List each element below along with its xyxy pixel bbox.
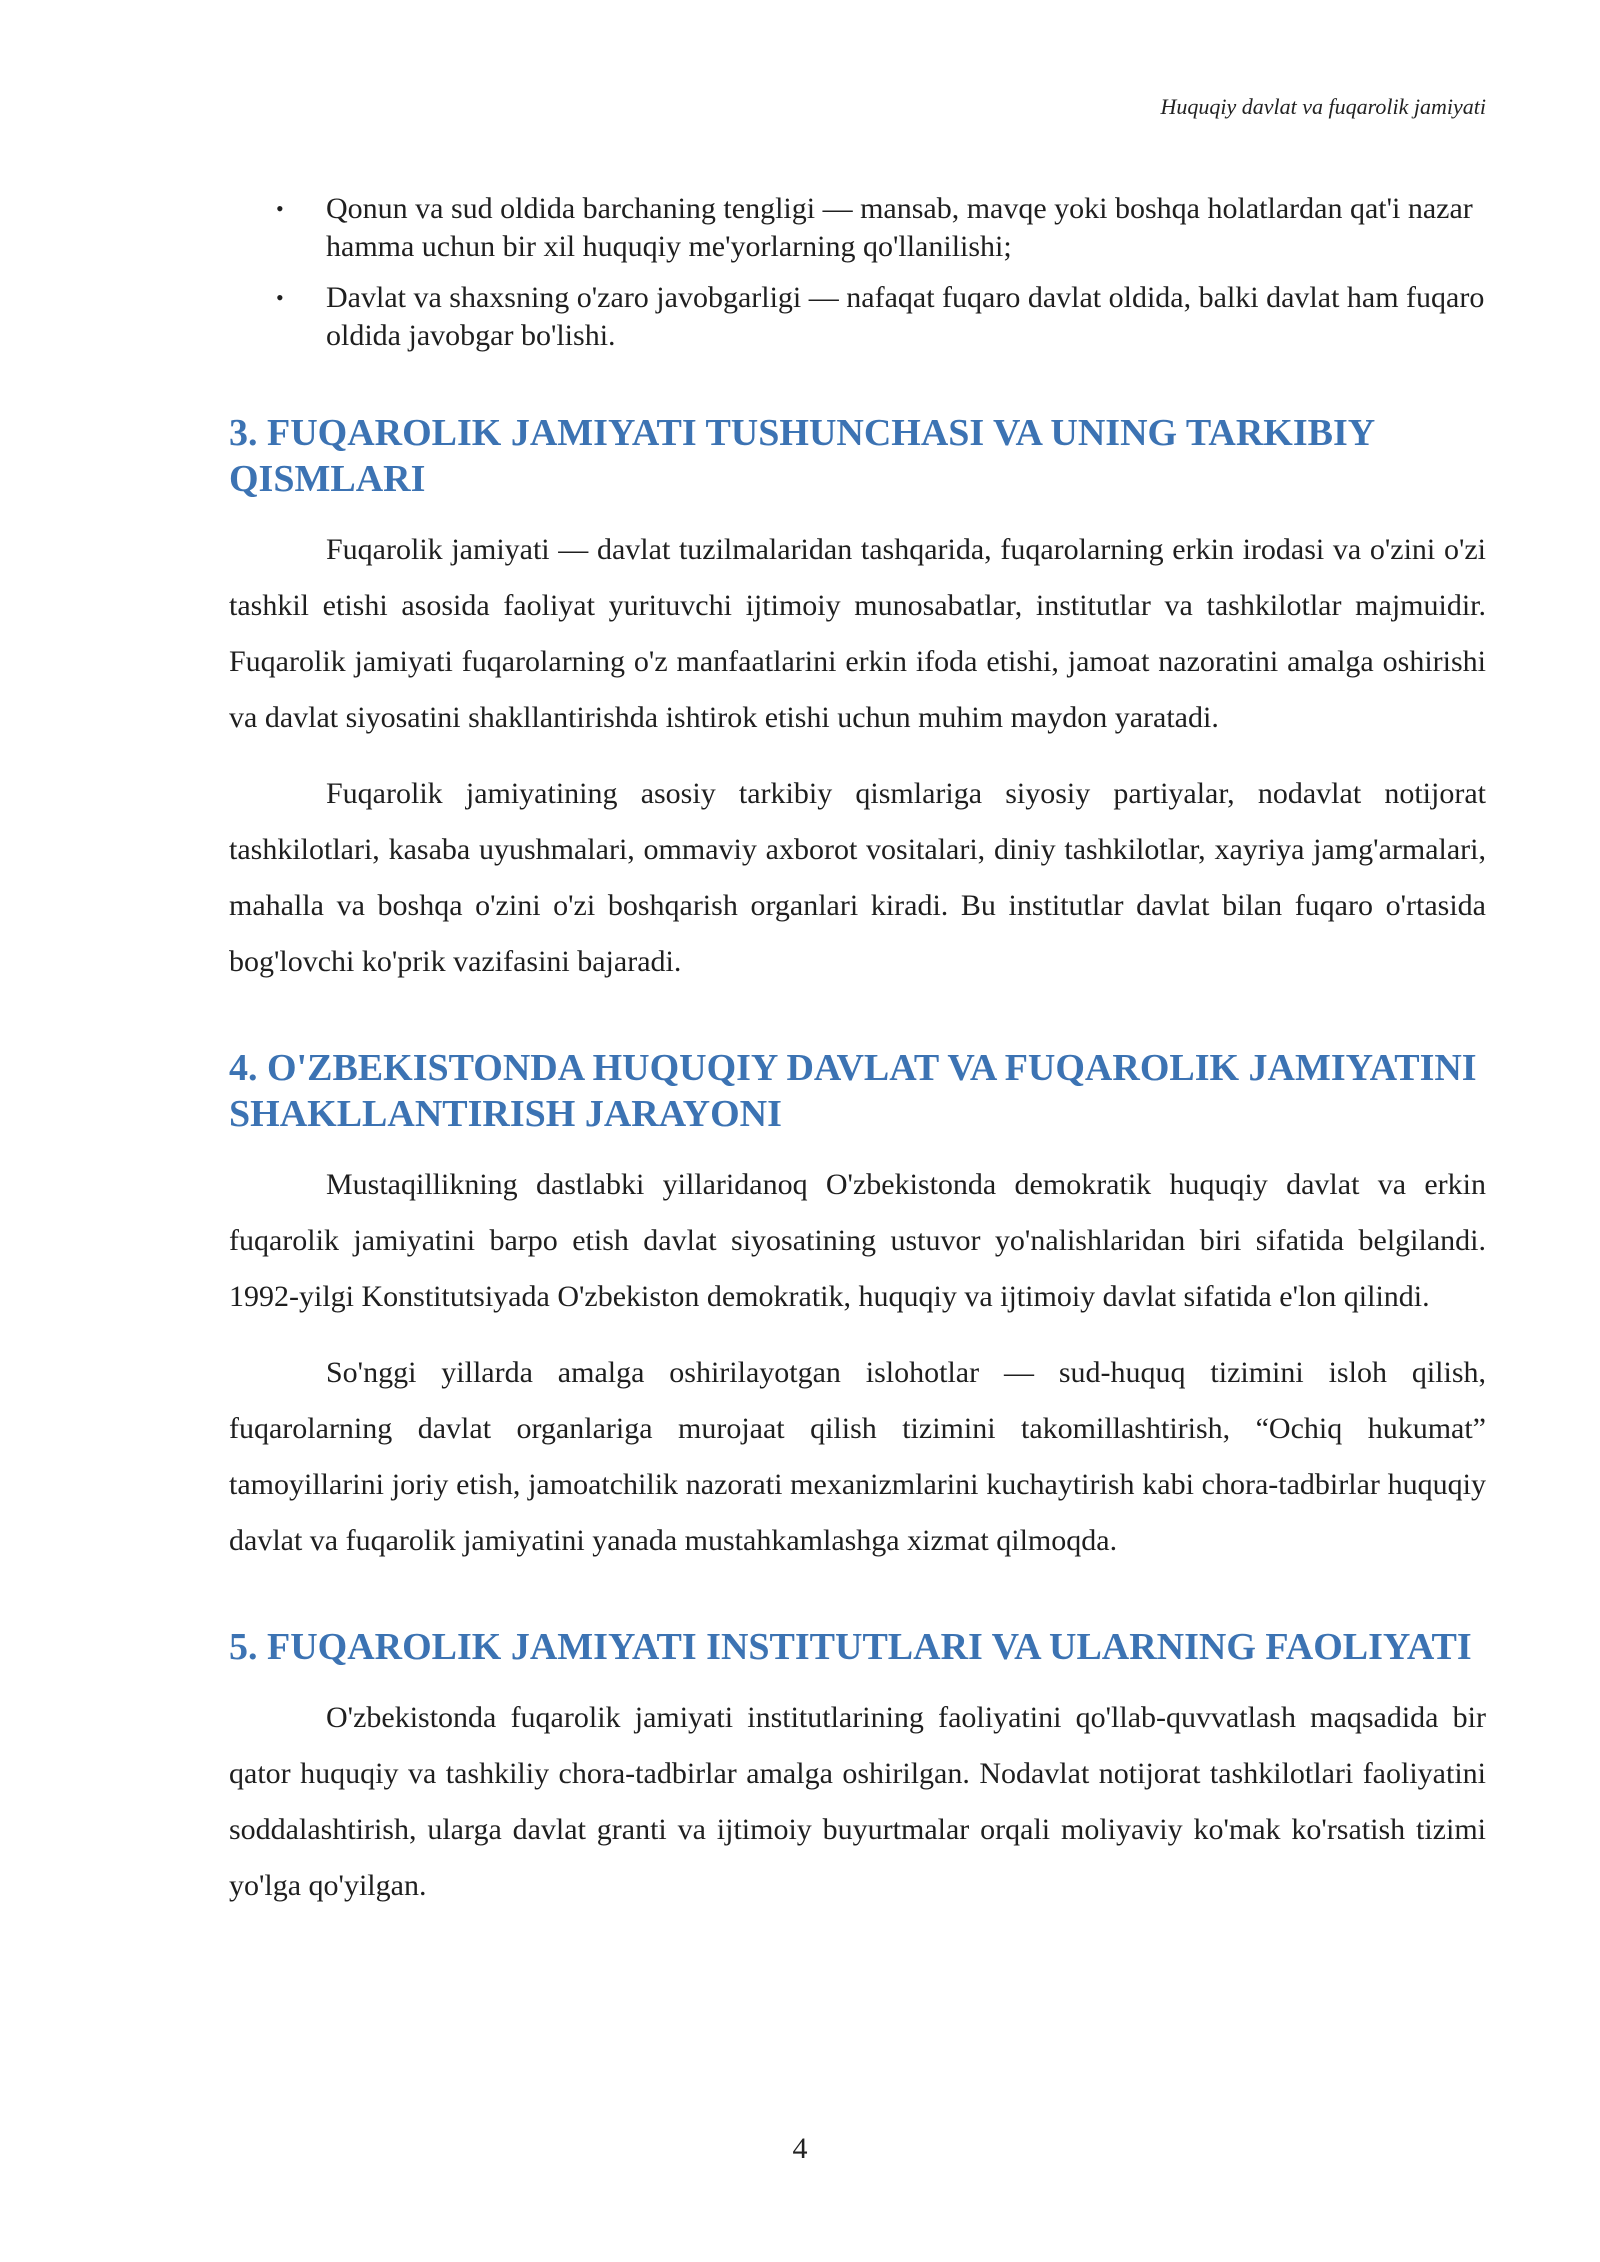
section-3-paragraph-2: Fuqarolik jamiyatining asosiy tarkibiy qismlariga siyosiy partiyalar, nodavlat notijorat tashkilotlari, kasaba uyushmalari, ommaviy axborot vositalari, diniy tashkilotlar, xayriya jamg'armalari, mahalla va boshqa o'zini o'zi boshqarish organlari kiradi. Bu institutlar davlat bilan fuqaro o'rtasida bog'lovchi ko'prik vazifasini bajaradi.: [229, 777, 1486, 978]
section-5-heading: 5. FUQAROLIK JAMIYATI INSTITUTLARI VA ULARNING FAOLIYATI: [229, 1626, 1472, 1668]
list-item-text: Davlat va shaxsning o'zaro javobgarligi — nafaqat fuqaro davlat oldida, balki davlat ham fuqaro oldida javobgar bo'lishi.: [326, 281, 1485, 352]
section-5-paragraph-1: O'zbekistonda fuqarolik jamiyati institutlarining faoliyatini qo'llab-quvvatlash maqsadida bir qator huquqiy va tashkiliy chora-tadbirlar amalga oshirilgan. Nodavlat notijorat tashkilotlari faoliyatini soddalashtirish, ularga davlat granti va ijtimoiy buyurtmalar orqali moliyaviy ko'mak ko'rsatish tizimi yo'lga qo'yilgan.: [229, 1701, 1486, 1902]
page-number: 4: [792, 2132, 808, 2165]
bullet-icon: •: [276, 285, 284, 310]
list-item: [229, 279, 1486, 355]
page-content: [229, 190, 1486, 1914]
section-3-paragraph-1: Fuqarolik jamiyati — davlat tuzilmalaridan tashqarida, fuqarolarning erkin irodasi va o'zini o'zi tashkil etishi asosida faoliyat yurituvchi ijtimoiy munosabatlar, institutlar va tashkilotlar majmuidir. Fuqarolik jamiyati fuqarolarning o'z manfaatlarini erkin ifoda etishi, jamoat nazoratini amalga oshirishi va davlat siyosatini shakllantirishda ishtirok etishi uchun muhim maydon yaratadi.: [229, 533, 1486, 734]
section-4-heading: 4. O'ZBEKISTONDA HUQUQIY DAVLAT VA FUQAROLIK JAMIYATINI SHAKLLANTIRISH JARAYONI: [229, 1047, 1477, 1135]
running-header: Huquqiy davlat va fuqarolik jamiyati: [1160, 94, 1486, 119]
bullet-icon: •: [276, 196, 284, 221]
section-4-paragraph-2: So'nggi yillarda amalga oshirilayotgan islohotlar — sud-huquq tizimini isloh qilish, fuqarolarning davlat organlariga murojaat qilish tizimini takomillashtirish, “Ochiq hukumat” tamoyillarini joriy etish, jamoatchilik nazorati mexanizmlarini kuchaytirish kabi chora-tadbirlar huquqiy davlat va fuqarolik jamiyatini yanada mustahkamlashga xizmat qilmoqda.: [229, 1356, 1486, 1557]
list-item: [229, 190, 1486, 266]
list-item-text: Qonun va sud oldida barchaning tengligi — mansab, mavqe yoki boshqa holatlardan qat'i nazar hamma uchun bir xil huquqiy me'yorlarning qo'llanilishi;: [326, 192, 1473, 263]
bullet-list: [229, 190, 1486, 355]
section-3-heading: 3. FUQAROLIK JAMIYATI TUSHUNCHASI VA UNING TARKIBIY QISMLARI: [229, 412, 1374, 500]
section-4-paragraph-1: Mustaqillikning dastlabki yillaridanoq O'zbekistonda demokratik huquqiy davlat va erkin fuqarolik jamiyatini barpo etish davlat siyosatining ustuvor yo'nalishlaridan biri sifatida belgilandi. 1992-yilgi Konstitutsiyada O'zbekiston demokratik, huquqiy va ijtimoiy davlat sifatida e'lon qilindi.: [229, 1168, 1486, 1313]
